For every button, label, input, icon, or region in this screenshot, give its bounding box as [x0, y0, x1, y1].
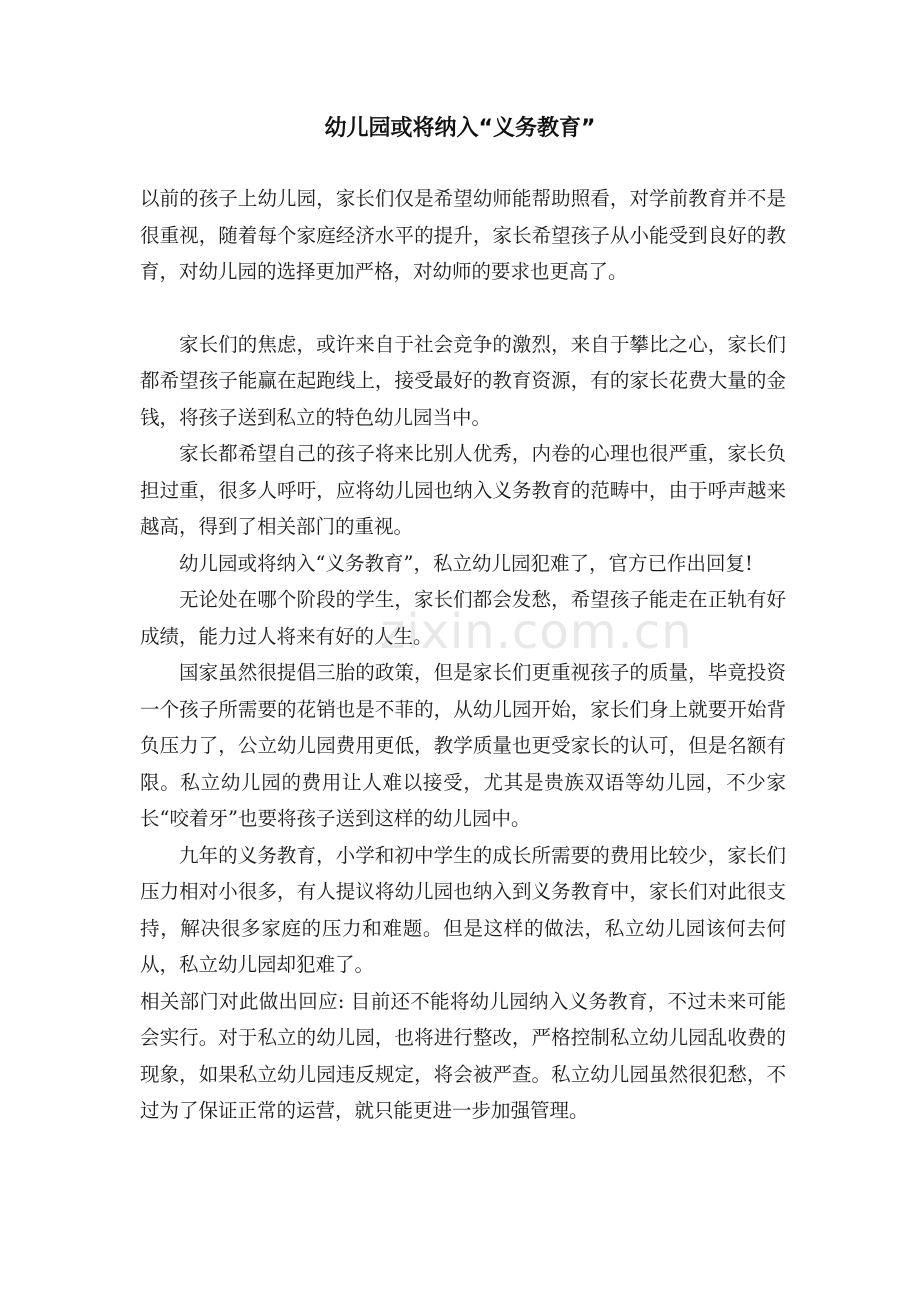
paragraph: 家长们的焦虑，或许来自于社会竞争的激烈，来自于攀比之心，家长们都希望孩子能赢在起跑线上，接受最好的教育资源，有的家长花费大量的金钱，将孩子送到私立的特色幼儿园当中。	[140, 332, 786, 429]
paragraph: 以前的孩子上幼儿园，家长们仅是希望幼师能帮助照看，对学前教育并不是很重视，随着每个家庭经济水平的提升，家长希望孩子从小能受到良好的教育，对幼儿园的选择更加严格，对幼师的要求也更高了。	[140, 187, 786, 283]
document-title: 幼儿园或将纳入“义务教育”	[324, 116, 596, 141]
paragraph: 九年的义务教育，小学和初中学生的成长所需要的费用比较少，家长们压力相对小很多，有人提议将幼儿园也纳入到义务教育中，家长们对此很支持，解决很多家庭的压力和难题。但是这样的做法，私立幼儿园该何去何从，私立幼儿园却犯难了。	[140, 843, 786, 976]
paragraph: 国家虽然很提倡三胎的政策，但是家长们更重视孩子的质量，毕竟投资一个孩子所需要的花销也是不菲的，从幼儿园开始，家长们身上就要开始背负压力了，公立幼儿园费用更低，教学质量也更受家长的认可，但是名额有限。私立幼儿园的费用让人难以接受，尤其是贵族双语等幼儿园，不少家长“咬着牙”也要将孩子送到这样的幼儿园中。	[140, 661, 786, 830]
document-body	[140, 181, 786, 1130]
watermark: zixin.com.cn	[380, 604, 693, 660]
paragraph: 无论处在哪个阶段的学生，家长们都会发愁，希望孩子能走在正轨有好成绩，能力过人将来有好的人生。	[140, 588, 786, 648]
paragraph: 幼儿园或将纳入“义务教育”，私立幼儿园犯难了，官方已作出回复!	[179, 551, 753, 575]
paragraph: 相关部门对此做出回应: 目前还不能将幼儿园纳入义务教育，不过未来可能会实行。对于私立的幼儿园，也将进行整改，严格控制私立幼儿园乱收费的现象，如果私立幼儿园违反规定，将会被严查。私立幼儿园虽然很犯愁，不过为了保证正常的运营，就只能更进一步加强管理。	[140, 989, 786, 1122]
paragraph: 家长都希望自己的孩子将来比别人优秀，内卷的心理也很严重，家长负担过重，很多人呼吁，应将幼儿园也纳入义务教育的范畴中，由于呼声越来越高，得到了相关部门的重视。	[140, 442, 786, 538]
